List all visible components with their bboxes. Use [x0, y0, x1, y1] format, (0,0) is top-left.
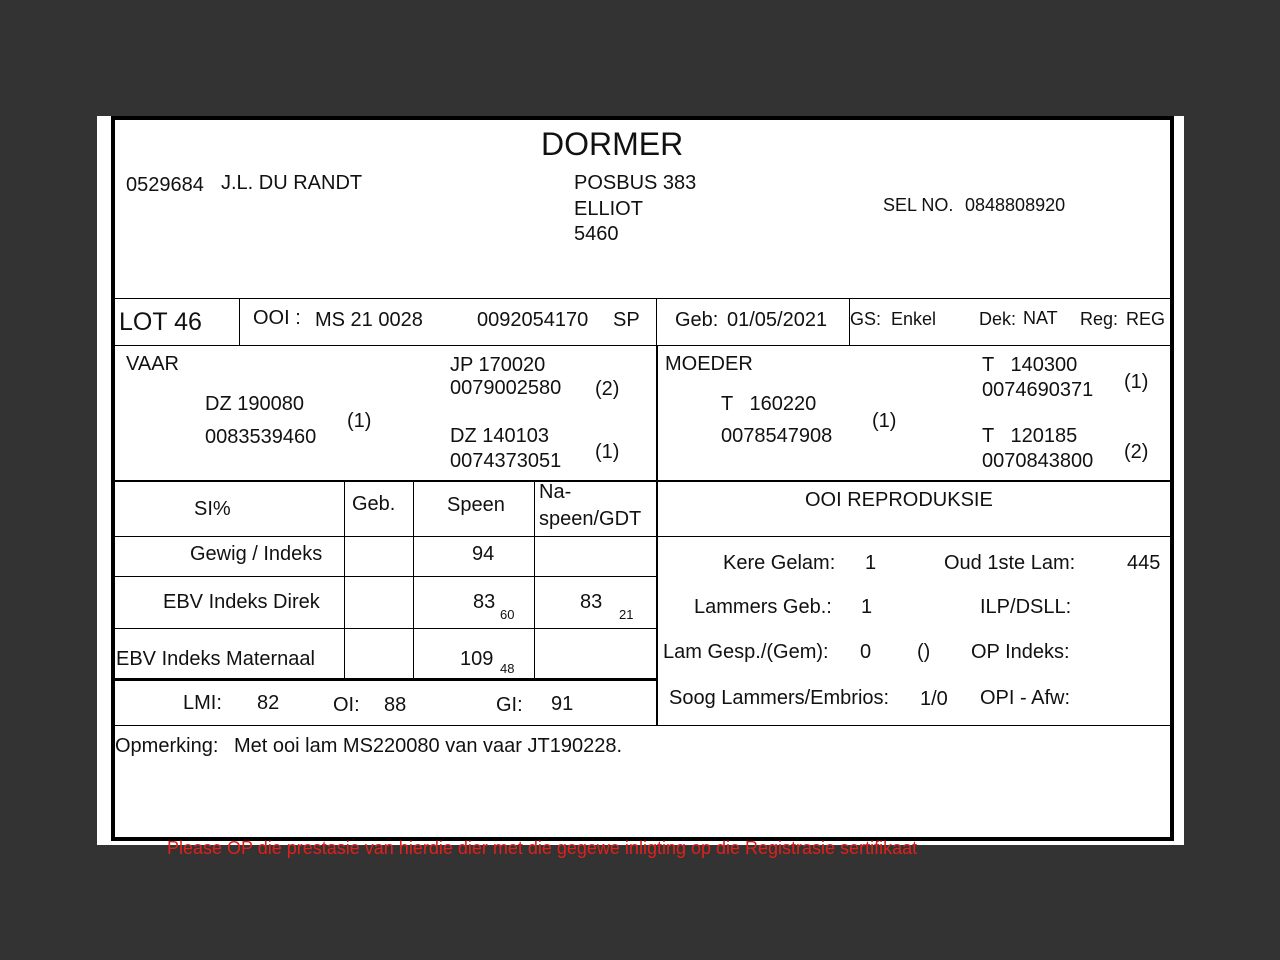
row-direk-label: EBV Indeks Direk: [163, 591, 320, 613]
reg-label: Reg:: [1080, 309, 1119, 329]
owner-name: J.L. DU RANDT: [221, 172, 363, 194]
rule-header-bottom: [111, 298, 1172, 299]
row-direk-naspeen-accuracy: 21: [619, 607, 634, 622]
outer-border-top: [111, 116, 1172, 120]
row-direk-speen-accuracy: 60: [500, 607, 515, 622]
moeder-label: MOEDER: [665, 353, 753, 375]
ooi-id: MS 21 0028: [315, 309, 423, 331]
rule-perf-row2: [111, 628, 656, 629]
moeder-sire-count: (1): [1124, 371, 1149, 393]
moeder-id: T 160220: [721, 393, 817, 415]
ooi-suffix: SP: [613, 309, 640, 331]
lam-gesp-value: 0: [860, 641, 872, 663]
col-geb-divider: [656, 299, 657, 346]
vaar-label: VAAR: [126, 353, 179, 375]
rule-reproduction-bottom: [111, 725, 1172, 726]
col-lot-divider: [239, 299, 240, 346]
oud-value: 445: [1127, 552, 1161, 574]
lammers-geb-label: Lammers Geb.:: [694, 596, 832, 618]
oud-label: Oud 1ste Lam:: [944, 552, 1076, 574]
vaar-number: 0083539460: [205, 426, 317, 448]
col-si-divider: [344, 482, 345, 679]
gi-value: 91: [551, 693, 574, 715]
row-maternaal-speen: 109: [460, 648, 494, 670]
vaar-id: DZ 190080: [205, 393, 304, 415]
col-speen-divider: [534, 482, 535, 679]
ooi-number: 0092054170: [477, 309, 589, 331]
row-gewig-speen: 94: [472, 543, 495, 565]
speen-header: Speen: [447, 494, 505, 516]
lot-number: LOT 46: [119, 308, 202, 336]
geb-label: Geb:: [675, 309, 719, 331]
oi-label: OI:: [333, 694, 360, 716]
address-line2: ELLIOT: [574, 198, 643, 220]
address-line3: 5460: [574, 223, 619, 245]
address-line1: POSBUS 383: [574, 172, 697, 194]
reg-value: REG: [1126, 309, 1166, 329]
lam-gesp-label: Lam Gesp./(Gem):: [663, 641, 829, 663]
ooi-label: OOI :: [253, 307, 301, 329]
ilp-label: ILP/DSLL:: [980, 596, 1072, 618]
rule-perf-row1: [111, 576, 656, 577]
vaar-dam-count: (1): [595, 441, 620, 463]
moeder-sire-id: T 140300: [982, 354, 1078, 376]
gs-label: GS:: [850, 309, 882, 329]
kere-gelam-label: Kere Gelam:: [723, 552, 836, 574]
op-indeks-label: OP Indeks:: [971, 641, 1070, 663]
dek-label: Dek:: [979, 309, 1017, 329]
rule-perf-header-bottom: [111, 536, 1172, 537]
si-header: SI%: [194, 498, 231, 520]
lmi-value: 82: [257, 692, 280, 714]
vaar-sire-number: 0079002580: [450, 377, 562, 399]
geb-date: 01/05/2021: [727, 309, 828, 331]
vaar-dam-number: 0074373051: [450, 450, 562, 472]
kere-gelam-value: 1: [865, 552, 877, 574]
vaar-sire-count: (2): [595, 378, 620, 400]
footer-note: Please OP die prestasie van hierdie dier met die gegewe inligting op die Registrasie sertifikaat: [167, 838, 918, 858]
breed-title: DORMER: [541, 126, 684, 162]
lammers-geb-value: 1: [861, 596, 873, 618]
row-maternaal-label: EBV Indeks Maternaal: [116, 648, 315, 670]
rule-pedigree-bottom: [111, 480, 1172, 482]
remark-label: Opmerking:: [115, 735, 219, 757]
lam-gesp-average: (): [917, 641, 931, 663]
soog-label: Soog Lammers/Embrios:: [669, 687, 890, 709]
col-geb-perf-divider: [413, 482, 414, 679]
remark-text: Met ooi lam MS220080 van vaar JT190228.: [234, 735, 622, 757]
geb-header: Geb.: [352, 493, 396, 515]
moeder-sire-number: 0074690371: [982, 379, 1094, 401]
oi-value: 88: [384, 694, 407, 716]
owner-code: 0529684: [126, 174, 204, 196]
row-gewig-label: Gewig / Indeks: [190, 543, 323, 565]
moeder-count: (1): [872, 410, 897, 432]
rule-perf-bottom: [111, 678, 658, 681]
moeder-dam-id: T 120185: [982, 425, 1078, 447]
row-direk-naspeen: 83: [580, 591, 603, 613]
gi-label: GI:: [496, 694, 523, 716]
moeder-dam-count: (2): [1124, 441, 1149, 463]
row-maternaal-speen-accuracy: 48: [500, 661, 515, 676]
moeder-number: 0078547908: [721, 425, 833, 447]
vaar-dam-id: DZ 140103: [450, 425, 549, 447]
dek-value: NAT: [1023, 308, 1058, 328]
outer-border-left: [111, 116, 115, 840]
cell-label: SEL NO.: [883, 195, 954, 215]
vaar-count: (1): [347, 410, 372, 432]
col-center-divider: [656, 345, 658, 726]
cell-number: 0848808920: [965, 195, 1066, 215]
opi-label: OPI - Afw:: [980, 687, 1071, 709]
soog-value: 1/0: [920, 688, 948, 710]
naspeen-header-line1: Na-: [539, 481, 572, 503]
moeder-dam-number: 0070843800: [982, 450, 1094, 472]
naspeen-header-line2: speen/GDT: [539, 508, 642, 530]
row-direk-speen: 83: [473, 591, 496, 613]
catalogue-card: [97, 116, 1184, 858]
gs-value: Enkel: [891, 309, 937, 329]
rule-lot-bottom: [111, 345, 1172, 346]
reproduction-title: OOI REPRODUKSIE: [805, 489, 993, 511]
outer-border-right: [1170, 116, 1174, 840]
lmi-label: LMI:: [183, 692, 222, 714]
vaar-sire-id: JP 170020: [450, 354, 546, 376]
